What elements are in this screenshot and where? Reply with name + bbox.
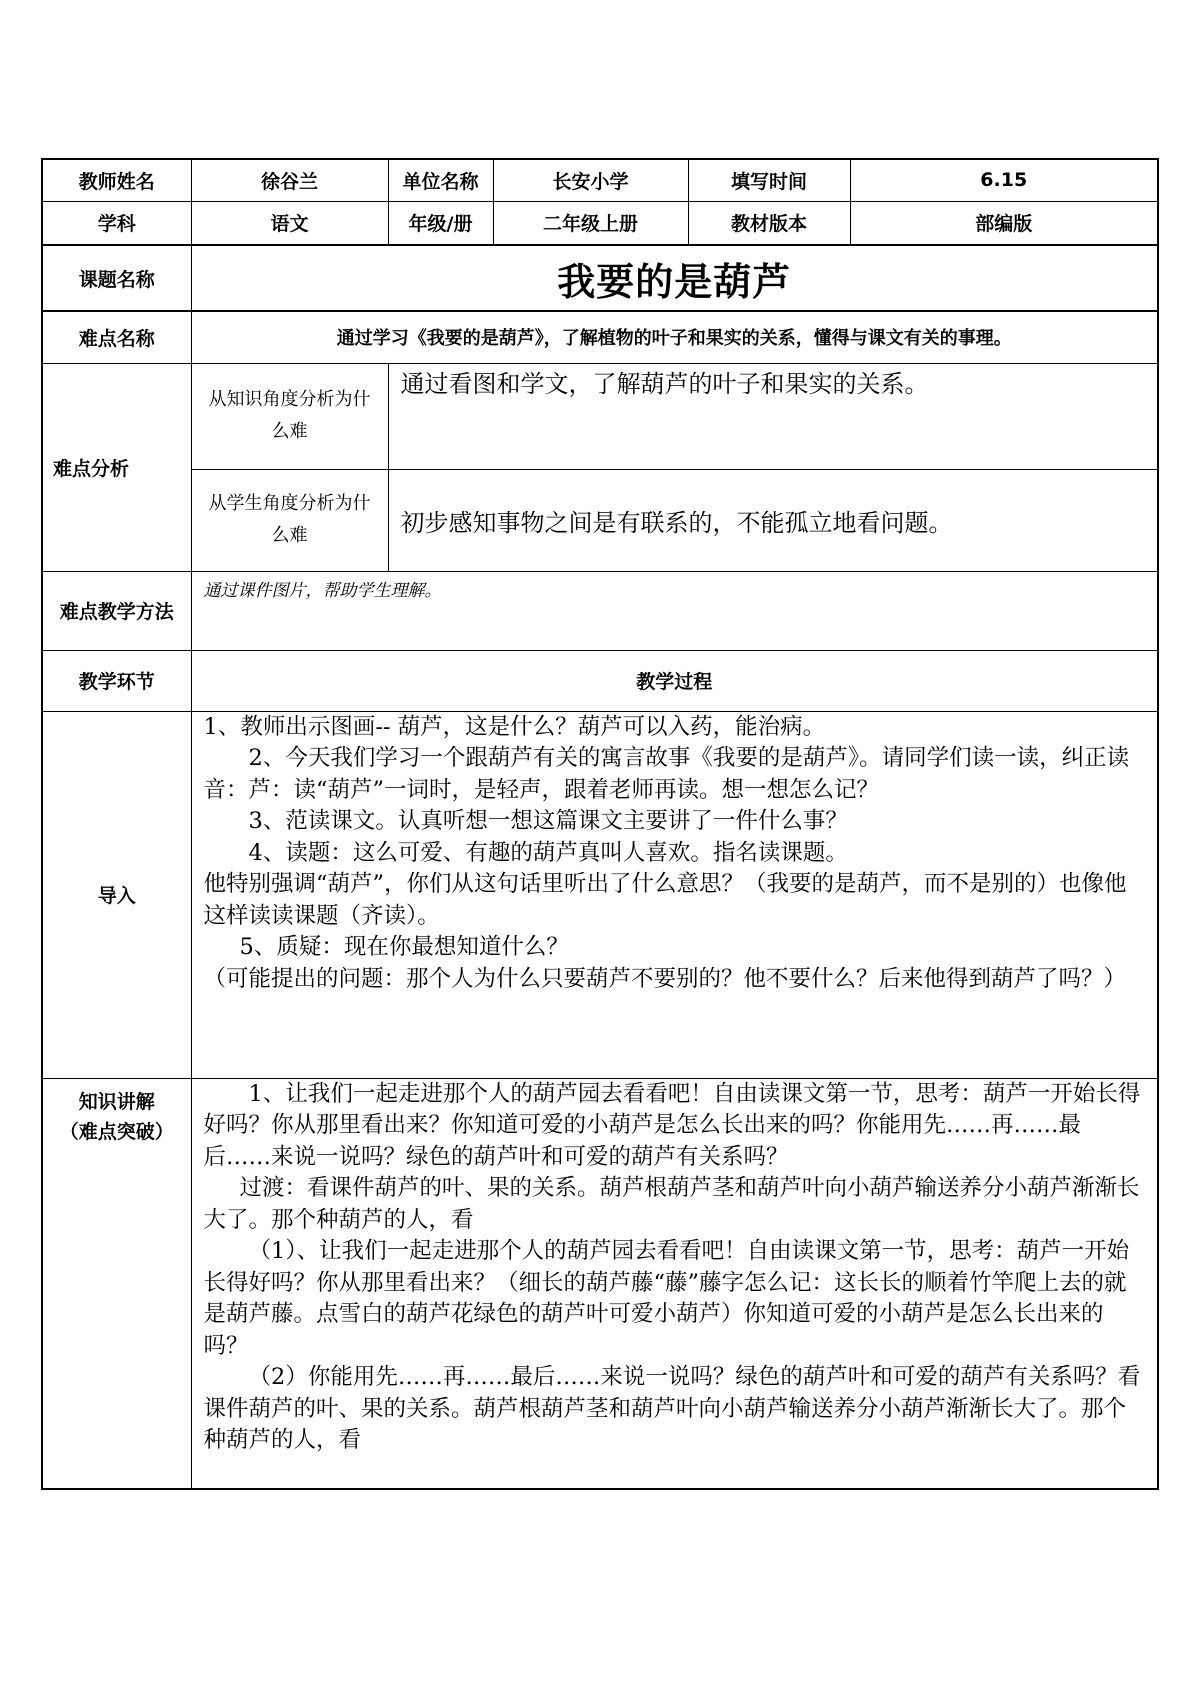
subject-value: 语文: [191, 201, 388, 245]
unit-name-value: 长安小学: [493, 159, 688, 201]
intro-process-text: [191, 711, 1158, 1078]
knowledge-angle-value: 通过看图和学文，了解葫芦的叶子和果实的关系。: [388, 363, 1158, 469]
lesson-plan-table: [41, 158, 1159, 1490]
student-angle-value: 初步感知事物之间是有联系的，不能孤立地看问题。: [388, 469, 1158, 571]
lesson-title: 我要的是葫芦: [191, 245, 1158, 311]
intro-paragraph: 5、质疑：现在你最想知道什么？: [239, 934, 569, 960]
difficulty-value: 通过学习《我要的是葫芦》，了解植物的叶子和果实的关系，懂得与课文有关的事理。: [191, 311, 1158, 363]
intro-stage-label: 导入: [42, 711, 191, 1078]
teacher-name-value: 徐谷兰: [191, 159, 388, 201]
knowledge-process-text: [191, 1078, 1158, 1489]
topic-label: 课题名称: [42, 245, 191, 311]
teacher-name-label: 教师姓名: [42, 159, 191, 201]
knowledge-stage-label-line2: （难点突破）: [59, 1120, 174, 1143]
student-angle-label: 从学生角度分析为什么难: [191, 469, 388, 571]
intro-paragraph: 3、范读课文。认真听想一想这篇课文主要讲了一件什么事？: [248, 808, 848, 834]
difficulty-label: 难点名称: [42, 311, 191, 363]
intro-paragraph: 1、教师出示图画-- 葫芦，这是什么？葫芦可以入药，能治病。: [203, 713, 826, 740]
method-label: 难点教学方法: [42, 571, 191, 650]
stage-header-label: 教学环节: [42, 650, 191, 711]
knowledge-paragraph: （1）、让我们一起走进那个人的葫芦园去看看吧！自由读课文第一节，思考：葫芦一开始长得好吗？你从那里看出来？（细长的葫芦藤“藤”藤字怎么记：这长长的顺着竹竿爬上去的就是葫芦藤。点雪白的葫芦花绿色的葫芦叶可爱小葫芦）你知道可爱的小葫芦是怎么长出来的吗？: [203, 1238, 1130, 1359]
grade-value: 二年级上册: [493, 201, 688, 245]
intro-paragraph: 2、今天我们学习一个跟葫芦有关的寓言故事《我要的是葫芦》。请同学们读一读，纠正读音：芦：读“葫芦”一词时，是轻声，跟着老师再读。想一想怎么记？: [203, 745, 1130, 803]
edition-label: 教材版本: [688, 201, 850, 245]
knowledge-stage-label: [42, 1078, 191, 1489]
analysis-label: 难点分析: [42, 363, 191, 571]
edition-value: 部编版: [850, 201, 1158, 245]
fill-date-label: 填写时间: [688, 159, 850, 201]
intro-paragraph: 4、读题：这么可爱、有趣的葫芦真叫人喜欢。指名读课题。: [248, 839, 848, 866]
grade-label: 年级/册: [388, 201, 493, 245]
knowledge-paragraph: （2）你能用先……再……最后……来说一说吗？绿色的葫芦叶和可爱的葫芦有关系吗？看课件葫芦的叶、果的关系。葫芦根葫芦茎和葫芦叶向小葫芦输送养分小葫芦渐渐长大了。那个种葫芦的人，看: [203, 1364, 1141, 1453]
subject-label: 学科: [42, 201, 191, 245]
knowledge-angle-label: 从知识角度分析为什么难: [191, 363, 388, 469]
unit-name-label: 单位名称: [388, 159, 493, 201]
intro-paragraph: 他特别强调“葫芦”，你们从这句话里听出了什么意思？（我要的是葫芦，而不是别的）也像他这样读读课题（齐读）。: [203, 871, 1127, 929]
method-value: 通过课件图片，帮助学生理解。: [191, 571, 1158, 650]
fill-date-value: 6.15: [850, 159, 1158, 201]
knowledge-stage-label-line1: 知识讲解: [78, 1090, 155, 1113]
knowledge-paragraph: 1、让我们一起走进那个人的葫芦园去看看吧！自由读课文第一节，思考：葫芦一开始长得好吗？你从那里看出来？你知道可爱的小葫芦是怎么长出来的吗？你能用先……再……最后……来说一说吗？绿色的葫芦叶和可爱的葫芦有关系吗？: [203, 1080, 1141, 1170]
process-header-label: 教学过程: [191, 650, 1158, 711]
knowledge-paragraph: 过渡：看课件葫芦的叶、果的关系。葫芦根葫芦茎和葫芦叶向小葫芦输送养分小葫芦渐渐长大了。那个种葫芦的人，看: [203, 1175, 1140, 1233]
intro-paragraph: （可能提出的问题：那个人为什么只要葫芦不要别的？他不要什么？后来他得到葫芦了吗？）: [203, 965, 1127, 992]
